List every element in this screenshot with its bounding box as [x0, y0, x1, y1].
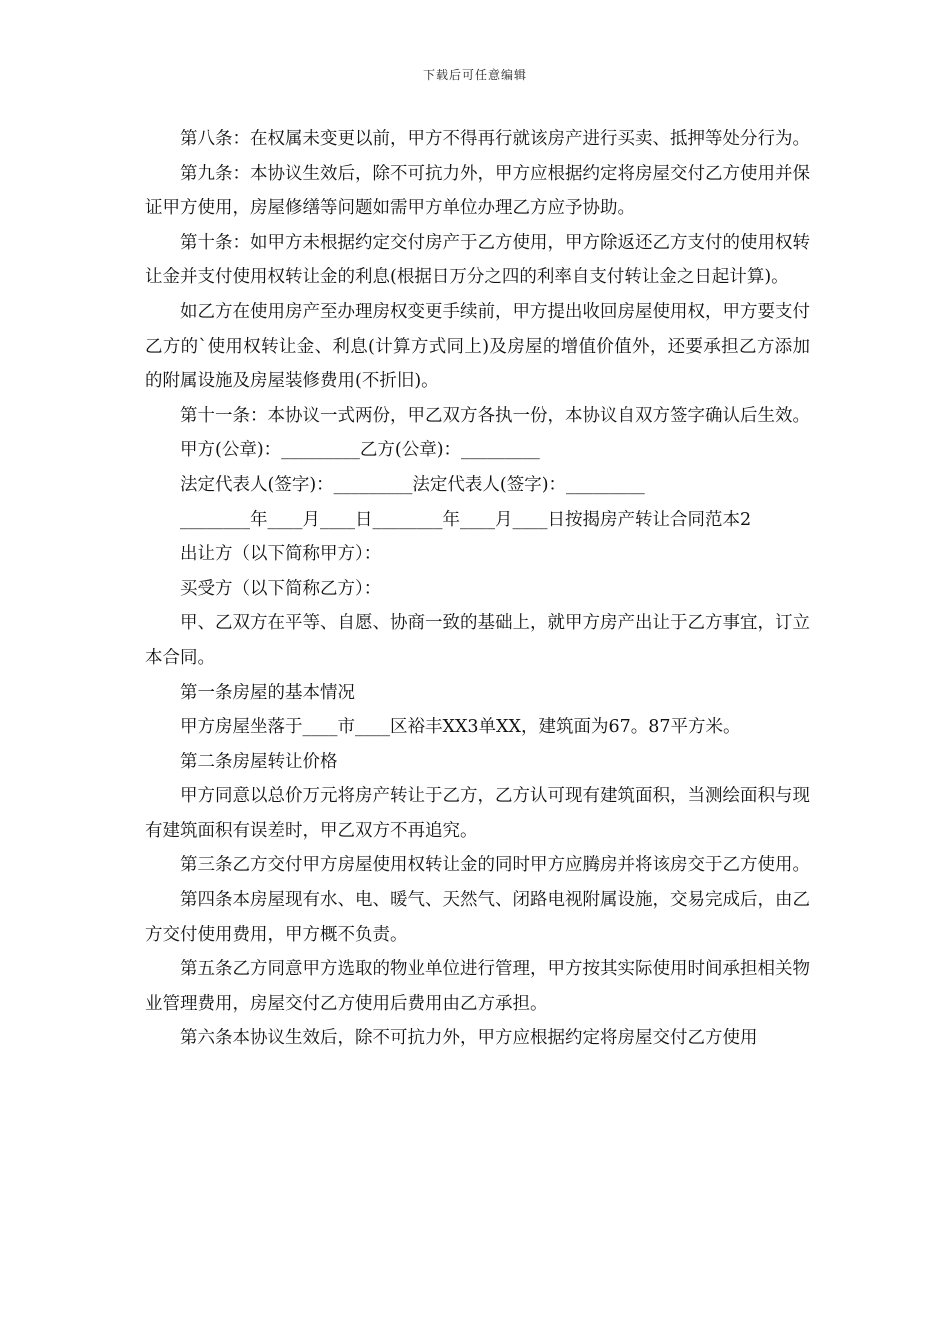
document-body [145, 122, 810, 1056]
article-1-body: 甲方房屋坐落于____市____区裕丰XX3单XX，建筑面为67。87平方米。 [180, 717, 741, 738]
article-2-body: 甲方同意以总价万元将房产转让于乙方，乙方认可现有建筑面积，当测绘面积与现有建筑面积有误差时，甲乙双方不再追究。 [145, 786, 810, 841]
clause-8: 第八条：在权属未变更以前，甲方不得再行就该房产进行买卖、抵押等处分行为。 [180, 129, 810, 149]
party-b-line: 买受方（以下简称乙方）： [180, 578, 382, 599]
contract-preamble: 甲、乙双方在平等、自愿、协商一致的基础上，就甲方房产出让于乙方事宜，订立本合同。 [145, 613, 810, 668]
signature-representative-line: 法定代表人(签字)：_________法定代表人(签字)：_________ [180, 474, 645, 495]
article-3: 第三条乙方交付甲方房屋使用权转让金的同时甲方应腾房并将该房交于乙方使用。 [180, 855, 810, 876]
article-1-heading: 第一条房屋的基本情况 [180, 682, 355, 703]
clause-11: 第十一条：本协议一式两份，甲乙双方各执一份，本协议自双方签字确认后生效。 [180, 405, 810, 426]
party-a-line: 出让方（以下简称甲方）： [180, 544, 382, 565]
article-2-heading: 第二条房屋转让价格 [180, 751, 338, 772]
page-header: 下载后可任意编辑 [422, 68, 527, 82]
article-5: 第五条乙方同意甲方选取的物业单位进行管理，甲方按其实际使用时间承担相关物业管理费用，房屋交付乙方使用后费用由乙方承担。 [145, 959, 810, 1014]
clause-10-supplement: 如乙方在使用房产至办理房权变更手续前，甲方提出收回房屋使用权，甲方要支付乙方的`使用权转让金、利息(计算方式同上)及房屋的增值价值外，还要承担乙方添加的附属设施及房屋装修费用(不折旧)。 [145, 301, 810, 392]
article-6: 第六条本协议生效后，除不可抗力外，甲方应根据约定将房屋交付乙方使用 [180, 1028, 758, 1049]
clause-10: 第十条：如甲方未根据约定交付房产于乙方使用，甲方除返还乙方支付的使用权转让金并支付使用权转让金的利息(根据日万分之四的利率自支付转让金之日起计算)。 [145, 232, 810, 288]
signature-date-line: ________年____月____日________年____月____日按揭房产转让合同范本2 [180, 509, 752, 530]
article-4: 第四条本房屋现有水、电、暖气、天然气、闭路电视附属设施，交易完成后，由乙方交付使用费用，甲方概不负责。 [145, 890, 810, 945]
clause-9: 第九条：本协议生效后，除不可抗力外，甲方应根据约定将房屋交付乙方使用并保证甲方使用，房屋修缮等问题如需甲方单位办理乙方应予协助。 [145, 163, 810, 219]
signature-seal-line: 甲方(公章)：_________乙方(公章)：_________ [180, 440, 540, 461]
